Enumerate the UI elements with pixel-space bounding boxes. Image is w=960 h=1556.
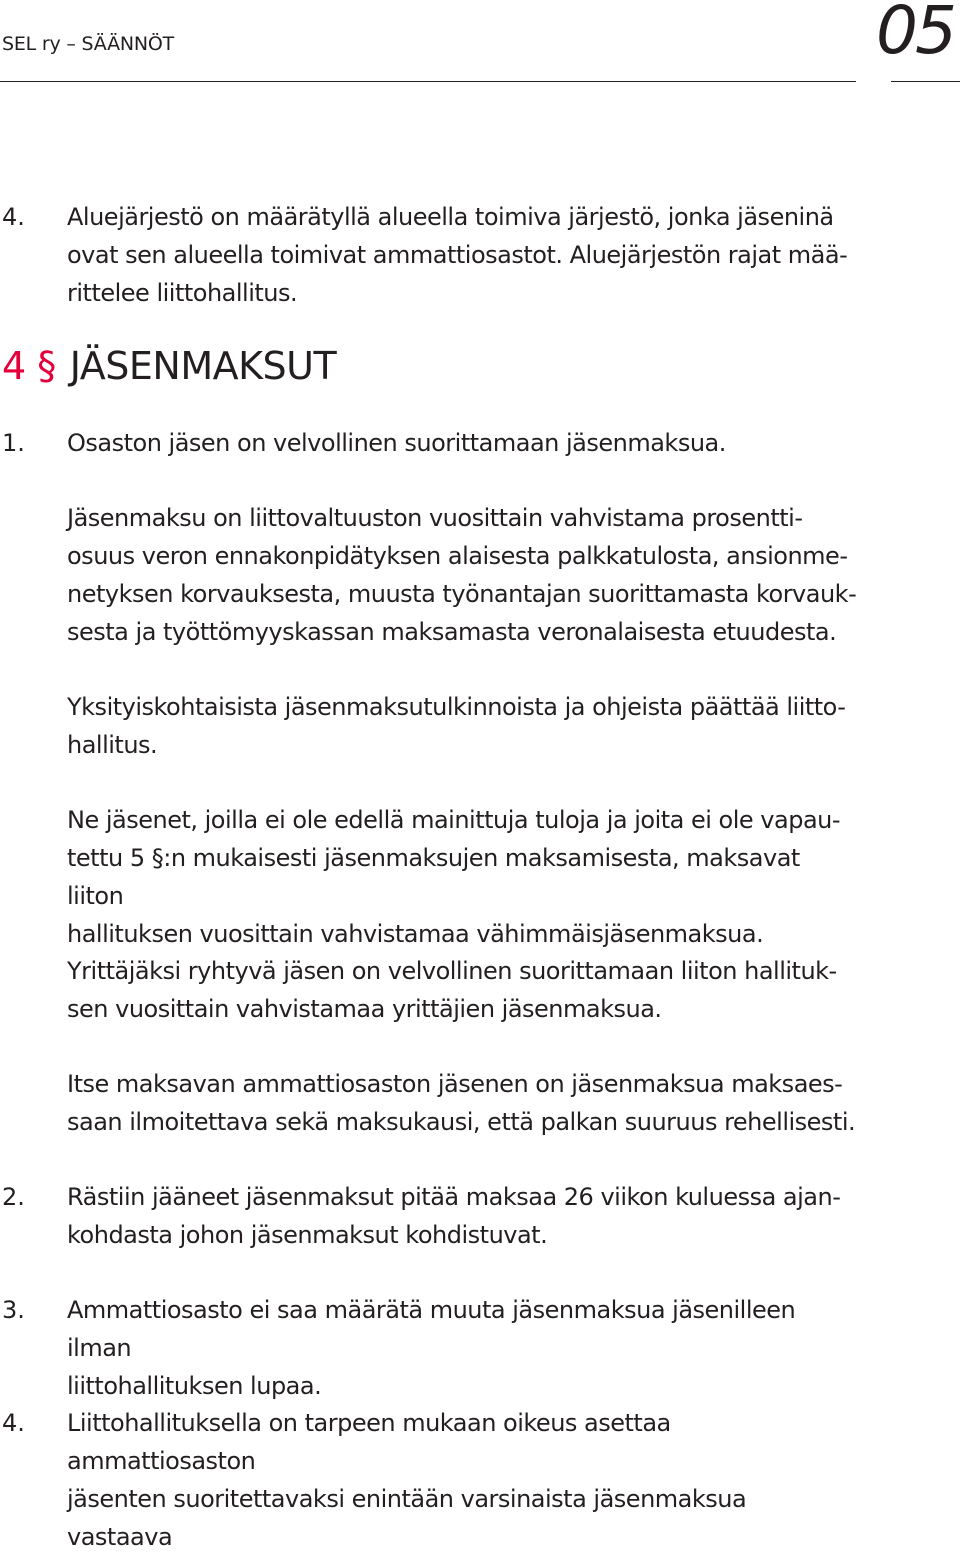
paragraph: [67, 499, 857, 651]
section-heading: [2, 344, 336, 388]
text-line: ovat sen alueella toimivat ammattiosastot. Aluejärjestön rajat mää-: [67, 241, 848, 269]
list-item-number: 4.: [2, 203, 25, 231]
text-line: Aluejärjestö on määrätyllä alueella toimiva järjestö, jonka jäseninä: [67, 203, 834, 231]
text-line: Ammattiosasto ei saa määrätä muuta jäsenmaksua jäsenilleen ilman: [67, 1296, 796, 1362]
list-item-text: [67, 1404, 857, 1556]
list-item-text: [67, 424, 857, 462]
paragraph: [67, 952, 857, 1028]
text-line: netyksen korvauksesta, muusta työnantajan suorittamasta korvauk-: [67, 580, 857, 608]
list-item-number: 4.: [2, 1409, 25, 1437]
text-line: Jäsenmaksu on liittovaltuuston vuosittain vahvistama prosentti-: [67, 504, 803, 532]
list-item-text: [67, 1291, 857, 1405]
paragraph: [67, 1065, 857, 1141]
text-line: sesta ja työttömyyskassan maksamasta veronalaisesta etuudesta.: [67, 618, 837, 646]
list-item-text: [67, 198, 857, 312]
text-line: Osaston jäsen on velvollinen suorittamaan jäsenmaksua.: [67, 429, 726, 457]
section-number: 4 §: [2, 344, 56, 388]
text-line: Liittohallituksella on tarpeen mukaan oikeus asettaa ammattiosaston: [67, 1409, 671, 1475]
text-line: Rästiin jääneet jäsenmaksut pitää maksaa 26 viikon kuluessa ajan-: [67, 1183, 841, 1211]
paragraph: [67, 801, 857, 953]
text-line: osuus veron ennakonpidätyksen alaisesta palkkatulosta, ansionme-: [67, 542, 848, 570]
paragraph: [67, 688, 857, 764]
text-line: tettu 5 §:n mukaisesti jäsenmaksujen maksamisesta, maksavat liiton: [67, 844, 800, 910]
list-item-number: 3.: [2, 1296, 25, 1324]
text-line: hallitus.: [67, 731, 158, 759]
paragraph: [67, 424, 857, 462]
text-line: Yrittäjäksi ryhtyvä jäsen on velvollinen suorittamaan liiton hallituk-: [67, 957, 837, 985]
text-line: saan ilmoitettava sekä maksukausi, että palkan suuruus rehellisesti.: [67, 1108, 856, 1136]
text-line: kohdasta johon jäsenmaksut kohdistuvat.: [67, 1221, 548, 1249]
running-title: SEL ry – SÄÄNNÖT: [2, 33, 175, 55]
text-line: Ne jäsenet, joilla ei ole edellä mainittuja tuloja ja joita ei ole vapau-: [67, 806, 841, 834]
text-line: sen vuosittain vahvistamaa yrittäjien jäsenmaksua.: [67, 995, 662, 1023]
header-rule: [0, 81, 856, 82]
text-line: Yksityiskohtaisista jäsenmaksutulkinnoista ja ohjeista päättää liitto-: [67, 693, 846, 721]
list-item-number: 1.: [2, 429, 25, 457]
text-line: jäsenten suoritettavaksi enintään varsinaista jäsenmaksua vastaava: [67, 1485, 747, 1551]
list-item-text: [67, 1178, 857, 1254]
text-line: liittohallituksen lupaa.: [67, 1372, 322, 1400]
section-title: JÄSENMAKSUT: [69, 344, 337, 388]
list-item-number: 2.: [2, 1183, 25, 1211]
text-line: Itse maksavan ammattiosaston jäsenen on jäsenmaksua maksaes-: [67, 1070, 843, 1098]
text-line: hallituksen vuosittain vahvistamaa vähimmäisjäsenmaksua.: [67, 920, 764, 948]
text-line: rittelee liittohallitus.: [67, 279, 298, 307]
page-number-rule: [891, 81, 960, 82]
page-number: 05: [876, 0, 954, 69]
